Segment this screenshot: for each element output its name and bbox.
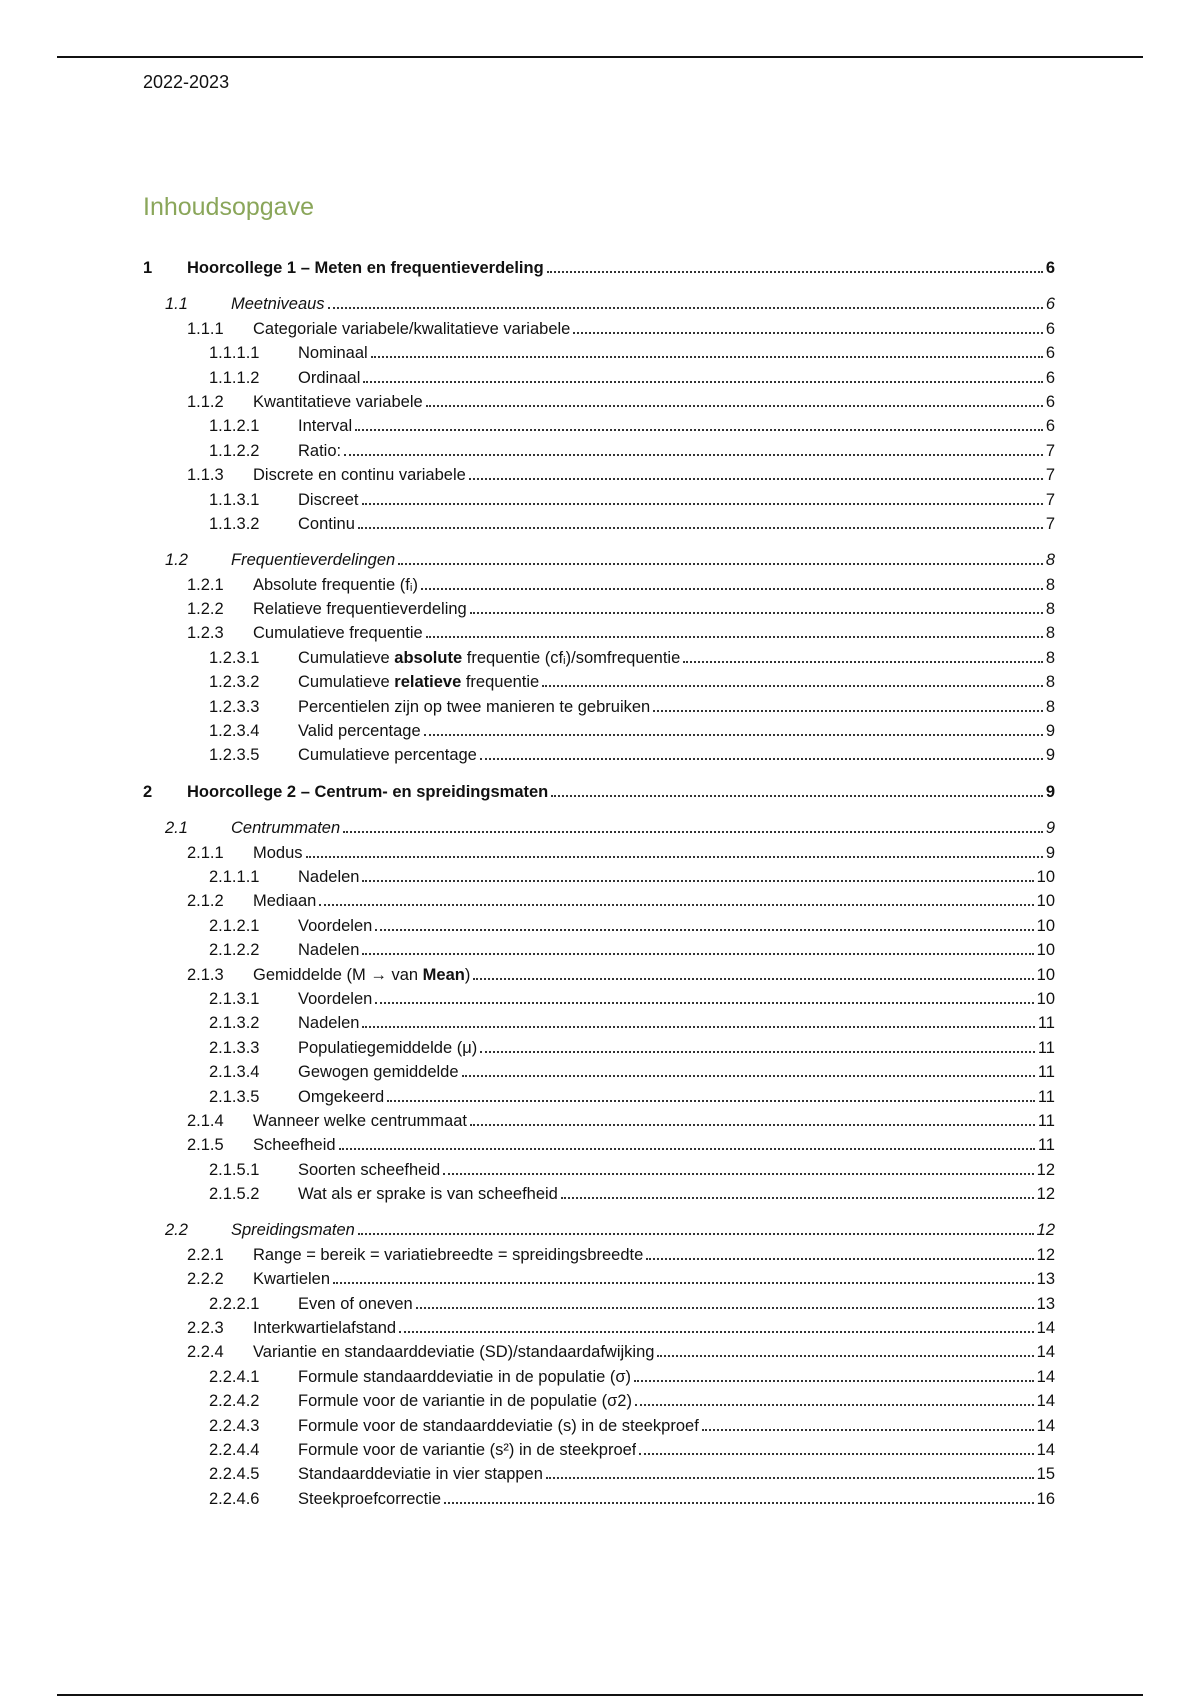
emphasis-text: absolute xyxy=(394,648,463,667)
footer-rule xyxy=(57,1694,1143,1696)
toc-entry-page: 14 xyxy=(1036,1367,1055,1386)
toc-entry-number: 2.2.4.4 xyxy=(209,1440,260,1459)
toc-entry[interactable] xyxy=(143,963,1055,987)
toc-entry-number: 2.1.1.1 xyxy=(209,867,260,886)
toc-entry-number: 1.1.2.2 xyxy=(209,441,260,460)
toc-entry-page: 14 xyxy=(1036,1319,1055,1338)
table-of-contents xyxy=(143,256,1055,1511)
toc-entry[interactable] xyxy=(143,1414,1055,1438)
toc-entry[interactable] xyxy=(143,841,1055,865)
toc-entry-title: Kwantitatieve variabele xyxy=(253,392,423,411)
dot-leader xyxy=(480,1051,1035,1053)
dot-leader xyxy=(683,661,1043,663)
toc-entry-title: Soorten scheefheid xyxy=(298,1160,441,1179)
toc-entry-page: 10 xyxy=(1036,941,1055,960)
toc-entry-page: 14 xyxy=(1036,1343,1055,1362)
toc-entry-number: 1.2.3.1 xyxy=(209,648,260,667)
toc-entry-page: 11 xyxy=(1037,1014,1055,1033)
toc-entry[interactable] xyxy=(143,292,1055,316)
header-rule xyxy=(57,56,1143,58)
dot-leader xyxy=(573,332,1042,334)
dot-leader xyxy=(399,1331,1034,1333)
dot-leader xyxy=(387,1100,1035,1102)
toc-entry-page: 16 xyxy=(1036,1489,1055,1508)
toc-entry-page: 7 xyxy=(1045,514,1055,533)
toc-entry-number: 2.1.1 xyxy=(187,843,224,862)
toc-entry-title: Spreidingsmaten xyxy=(231,1221,355,1240)
toc-entry[interactable] xyxy=(143,1438,1055,1462)
toc-entry[interactable] xyxy=(143,548,1055,572)
toc-entry-number: 2.2.4 xyxy=(187,1343,224,1362)
dot-leader xyxy=(424,734,1043,736)
toc-entry-title: Nadelen xyxy=(298,1014,360,1033)
dot-leader xyxy=(363,381,1042,383)
toc-entry-page: 8 xyxy=(1045,648,1055,667)
toc-entry-title: Interval xyxy=(298,417,353,436)
toc-entry-page: 9 xyxy=(1045,782,1055,801)
toc-entry-page: 9 xyxy=(1045,746,1055,765)
toc-entry-title: Cumulatieve absolute frequentie (cfᵢ)/somfrequentie xyxy=(298,648,681,667)
dot-leader xyxy=(362,503,1043,505)
toc-entry-title: Mediaan xyxy=(253,892,317,911)
toc-entry-title: Modus xyxy=(253,843,303,862)
dot-leader xyxy=(398,563,1043,565)
toc-entry[interactable] xyxy=(143,646,1055,670)
toc-entry[interactable] xyxy=(143,889,1055,913)
toc-entry-title: Absolute frequentie (fᵢ) xyxy=(253,575,418,594)
toc-entry-number: 2.1.3.1 xyxy=(209,989,260,1008)
toc-entry-number: 2.1.2.2 xyxy=(209,941,260,960)
emphasis-text: relatieve xyxy=(394,673,462,692)
toc-entry-page: 6 xyxy=(1045,368,1055,387)
toc-entry-number: 1.1.1.1 xyxy=(209,344,260,363)
toc-entry-title: Steekproefcorrectie xyxy=(298,1489,442,1508)
toc-entry-number: 2.1.2 xyxy=(187,892,224,911)
toc-entry-title: Centrummaten xyxy=(231,819,341,838)
toc-entry-page: 10 xyxy=(1036,965,1055,984)
dot-leader xyxy=(375,929,1033,931)
toc-entry-title: Formule voor de variantie (s²) in de steekproef xyxy=(298,1440,637,1459)
toc-entry-title: Percentielen zijn op twee manieren te gebruiken xyxy=(298,697,651,716)
toc-entry-page: 6 xyxy=(1045,319,1055,338)
toc-entry-page: 13 xyxy=(1036,1270,1055,1289)
toc-entry-number: 2.2.4.3 xyxy=(209,1416,260,1435)
toc-entry-page: 7 xyxy=(1045,466,1055,485)
dot-leader xyxy=(542,685,1043,687)
toc-entry[interactable] xyxy=(143,719,1055,743)
dot-leader xyxy=(426,405,1043,407)
toc-entry[interactable] xyxy=(143,573,1055,597)
dot-leader xyxy=(702,1429,1034,1431)
toc-entry-page: 15 xyxy=(1036,1465,1055,1484)
toc-entry-number: 2.1.3.3 xyxy=(209,1038,260,1057)
toc-entry-number: 2.1.3.2 xyxy=(209,1014,260,1033)
toc-entry-title: Ratio: xyxy=(298,441,342,460)
header-year: 2022-2023 xyxy=(143,72,230,92)
toc-entry-number: 1.2.3.5 xyxy=(209,746,260,765)
toc-entry-number: 2.1 xyxy=(165,819,188,838)
dot-leader xyxy=(561,1197,1034,1199)
toc-entry[interactable] xyxy=(143,914,1055,938)
dot-leader xyxy=(634,1380,1034,1382)
toc-entry-page: 9 xyxy=(1045,722,1055,741)
toc-entry[interactable] xyxy=(143,1109,1055,1133)
toc-entry-number: 2.2.4.2 xyxy=(209,1392,260,1411)
toc-entry-number: 2.2 xyxy=(165,1221,188,1240)
toc-entry-title: Frequentieverdelingen xyxy=(231,551,396,570)
dot-leader xyxy=(547,271,1043,273)
dot-leader xyxy=(473,978,1033,980)
toc-entry-title: Cumulatieve percentage xyxy=(298,746,477,765)
toc-entry-page: 8 xyxy=(1045,551,1055,570)
toc-entry-title: Voordelen xyxy=(298,916,373,935)
dot-leader xyxy=(470,1124,1035,1126)
toc-entry[interactable] xyxy=(143,743,1055,767)
dot-leader xyxy=(339,1148,1035,1150)
toc-entry-page: 6 xyxy=(1045,259,1055,277)
toc-entry[interactable] xyxy=(143,439,1055,463)
toc-entry[interactable] xyxy=(143,597,1055,621)
toc-entry-number: 2.2.2.1 xyxy=(209,1294,260,1313)
toc-entry-title: Voordelen xyxy=(298,989,373,1008)
dot-leader xyxy=(362,1026,1034,1028)
toc-entry[interactable] xyxy=(143,1085,1055,1109)
toc-entry-page: 8 xyxy=(1045,697,1055,716)
toc-entry-page: 13 xyxy=(1036,1294,1055,1313)
dot-leader xyxy=(362,880,1033,882)
toc-entry[interactable] xyxy=(143,1340,1055,1364)
toc-entry-title: Wanneer welke centrummaat xyxy=(253,1111,467,1130)
toc-entry[interactable] xyxy=(143,256,1055,280)
dot-leader xyxy=(421,588,1043,590)
toc-entry[interactable] xyxy=(143,366,1055,390)
toc-entry-page: 6 xyxy=(1045,417,1055,436)
dot-leader xyxy=(371,356,1043,358)
toc-entry-page: 12 xyxy=(1036,1160,1055,1179)
toc-entry-number: 2.2.2 xyxy=(187,1270,224,1289)
toc-entry-number: 2.2.1 xyxy=(187,1245,224,1264)
toc-entry-page: 11 xyxy=(1037,1087,1055,1106)
toc-entry[interactable] xyxy=(143,1011,1055,1035)
dot-leader xyxy=(546,1477,1034,1479)
dot-leader xyxy=(657,1355,1033,1357)
dot-leader xyxy=(306,856,1043,858)
toc-entry-number: 2.1.4 xyxy=(187,1111,224,1130)
toc-entry-number: 1.1.2 xyxy=(187,392,224,411)
toc-entry-page: 8 xyxy=(1045,600,1055,619)
dot-leader xyxy=(355,429,1043,431)
toc-entry-title: Cumulatieve frequentie xyxy=(253,624,423,643)
toc-entry-page: 7 xyxy=(1045,490,1055,509)
toc-entry[interactable] xyxy=(143,1158,1055,1182)
toc-entry[interactable] xyxy=(143,1487,1055,1511)
dot-leader xyxy=(362,953,1033,955)
dot-leader xyxy=(328,307,1043,309)
toc-entry-title: Interkwartielafstand xyxy=(253,1319,397,1338)
toc-entry-title: Nadelen xyxy=(298,867,360,886)
dot-leader xyxy=(344,454,1043,456)
dot-leader xyxy=(462,1075,1035,1077)
dot-leader xyxy=(358,527,1043,529)
toc-entry-number: 1.2.2 xyxy=(187,600,224,619)
toc-entry-title: Formule voor de standaarddeviatie (s) in de steekproef xyxy=(298,1416,699,1435)
toc-entry-title: Valid percentage xyxy=(298,722,421,741)
toc-entry[interactable] xyxy=(143,670,1055,694)
dot-leader xyxy=(653,710,1043,712)
toc-entry[interactable] xyxy=(143,1060,1055,1084)
toc-entry-title: Formule standaarddeviatie in de populatie (σ) xyxy=(298,1367,632,1386)
toc-entry-page: 6 xyxy=(1045,392,1055,411)
toc-entry[interactable] xyxy=(143,1292,1055,1316)
toc-entry-title: Hoorcollege 1 – Meten en frequentieverdeling xyxy=(187,259,544,277)
dot-leader xyxy=(551,795,1043,797)
toc-entry-page: 11 xyxy=(1037,1111,1055,1130)
toc-entry-page: 12 xyxy=(1036,1245,1055,1264)
dot-leader xyxy=(646,1258,1033,1260)
toc-entry-title: Range = bereik = variatiebreedte = spreidingsbreedte xyxy=(253,1245,644,1264)
dot-leader xyxy=(375,1002,1033,1004)
toc-entry-number: 1.2 xyxy=(165,551,188,570)
toc-entry[interactable] xyxy=(143,865,1055,889)
toc-entry-number: 2.1.5.2 xyxy=(209,1185,260,1204)
toc-entry-page: 10 xyxy=(1036,892,1055,911)
toc-entry[interactable] xyxy=(143,1036,1055,1060)
toc-entry[interactable] xyxy=(143,1267,1055,1291)
toc-entry-page: 8 xyxy=(1045,624,1055,643)
toc-entry[interactable] xyxy=(143,1182,1055,1206)
toc-entry-number: 2.2.3 xyxy=(187,1319,224,1338)
toc-entry-page: 6 xyxy=(1045,344,1055,363)
toc-entry[interactable] xyxy=(143,341,1055,365)
toc-entry-title: Gemiddelde (M → van Mean) xyxy=(253,965,471,984)
toc-entry-page: 14 xyxy=(1036,1392,1055,1411)
toc-entry-number: 2.1.3.5 xyxy=(209,1087,260,1106)
toc-entry[interactable] xyxy=(143,621,1055,645)
toc-entry-number: 1.2.3.4 xyxy=(209,722,260,741)
toc-entry-page: 11 xyxy=(1037,1038,1055,1057)
toc-entry-title: Hoorcollege 2 – Centrum- en spreidingsmaten xyxy=(187,782,549,801)
toc-entry[interactable] xyxy=(143,414,1055,438)
toc-entry[interactable] xyxy=(143,1389,1055,1413)
toc-entry-number: 1.1.1.2 xyxy=(209,368,260,387)
toc-title: Inhoudsopgave xyxy=(143,193,314,221)
toc-entry-page: 14 xyxy=(1036,1416,1055,1435)
toc-entry-page: 6 xyxy=(1045,295,1055,314)
toc-entry-title: Nadelen xyxy=(298,941,360,960)
emphasis-text: Mean xyxy=(422,965,465,984)
toc-entry[interactable] xyxy=(143,695,1055,719)
dot-leader xyxy=(416,1307,1034,1309)
toc-entry-number: 1.1.3.1 xyxy=(209,490,260,509)
toc-entry-page: 10 xyxy=(1036,867,1055,886)
toc-entry-title: Categoriale variabele/kwalitatieve variabele xyxy=(253,319,571,338)
toc-entry-page: 8 xyxy=(1045,673,1055,692)
toc-entry-title: Meetniveaus xyxy=(231,295,325,314)
dot-leader xyxy=(343,831,1043,833)
toc-entry-number: 2 xyxy=(143,782,153,801)
toc-entry-title: Variantie en standaarddeviatie (SD)/standaardafwijking xyxy=(253,1343,655,1362)
toc-entry[interactable] xyxy=(143,938,1055,962)
toc-entry-title: Kwartielen xyxy=(253,1270,331,1289)
toc-entry-number: 1.1 xyxy=(165,295,188,314)
toc-entry[interactable] xyxy=(143,1218,1055,1242)
toc-entry-number: 2.2.4.1 xyxy=(209,1367,260,1386)
dot-leader xyxy=(358,1233,1034,1235)
toc-entry-title: Ordinaal xyxy=(298,368,361,387)
toc-entry-number: 1.2.1 xyxy=(187,575,224,594)
toc-entry[interactable] xyxy=(143,816,1055,840)
toc-entry-title: Standaarddeviatie in vier stappen xyxy=(298,1465,543,1484)
toc-entry[interactable] xyxy=(143,780,1055,804)
dot-leader xyxy=(639,1453,1033,1455)
toc-entry[interactable] xyxy=(143,488,1055,512)
toc-entry-number: 1.1.2.1 xyxy=(209,417,260,436)
toc-entry[interactable] xyxy=(143,317,1055,341)
toc-entry-page: 14 xyxy=(1036,1440,1055,1459)
toc-entry-number: 1.2.3.3 xyxy=(209,697,260,716)
toc-entry-number: 2.1.5.1 xyxy=(209,1160,260,1179)
toc-entry-number: 1.1.1 xyxy=(187,319,224,338)
dot-leader xyxy=(470,612,1043,614)
toc-entry[interactable] xyxy=(143,512,1055,536)
dot-leader xyxy=(426,636,1043,638)
toc-entry-number: 1.2.3 xyxy=(187,624,224,643)
toc-entry[interactable] xyxy=(143,390,1055,414)
dot-leader xyxy=(635,1404,1034,1406)
dot-leader xyxy=(443,1173,1033,1175)
dot-leader xyxy=(333,1282,1034,1284)
dot-leader xyxy=(444,1502,1034,1504)
toc-entry-title: Gewogen gemiddelde xyxy=(298,1063,459,1082)
toc-entry-number: 2.2.4.6 xyxy=(209,1489,260,1508)
toc-entry-title: Relatieve frequentieverdeling xyxy=(253,600,467,619)
toc-entry-title: Even of oneven xyxy=(298,1294,413,1313)
toc-entry-number: 2.1.3 xyxy=(187,965,224,984)
toc-entry-title: Nominaal xyxy=(298,344,368,363)
dot-leader xyxy=(469,478,1043,480)
toc-entry-number: 2.1.5 xyxy=(187,1136,224,1155)
toc-entry-title: Continu xyxy=(298,514,355,533)
toc-entry-number: 1.2.3.2 xyxy=(209,673,260,692)
toc-entry-page: 12 xyxy=(1036,1221,1055,1240)
toc-entry-page: 9 xyxy=(1045,843,1055,862)
toc-entry-title: Cumulatieve relatieve frequentie xyxy=(298,673,540,692)
toc-entry-title: Omgekeerd xyxy=(298,1087,385,1106)
toc-entry-title: Discrete en continu variabele xyxy=(253,466,466,485)
toc-entry[interactable] xyxy=(143,1316,1055,1340)
toc-entry-number: 1.1.3 xyxy=(187,466,224,485)
toc-entry-page: 10 xyxy=(1036,989,1055,1008)
toc-entry[interactable] xyxy=(143,463,1055,487)
toc-entry-number: 2.2.4.5 xyxy=(209,1465,260,1484)
toc-entry-title: Wat als er sprake is van scheefheid xyxy=(298,1185,558,1204)
toc-entry-number: 1 xyxy=(143,259,153,277)
toc-entry-page: 11 xyxy=(1037,1063,1055,1082)
toc-entry-number: 1.1.3.2 xyxy=(209,514,260,533)
toc-entry-title: Discreet xyxy=(298,490,359,509)
toc-entry[interactable] xyxy=(143,1133,1055,1157)
toc-entry-page: 10 xyxy=(1036,916,1055,935)
toc-entry-title: Scheefheid xyxy=(253,1136,336,1155)
toc-entry-page: 8 xyxy=(1045,575,1055,594)
toc-entry[interactable] xyxy=(143,987,1055,1011)
toc-entry[interactable] xyxy=(143,1462,1055,1486)
toc-entry-title: Populatiegemiddelde (μ) xyxy=(298,1038,478,1057)
toc-entry[interactable] xyxy=(143,1243,1055,1267)
toc-entry-page: 7 xyxy=(1045,441,1055,460)
toc-entry-title: Formule voor de variantie in de populatie (σ2) xyxy=(298,1392,632,1411)
dot-leader xyxy=(480,758,1043,760)
toc-entry[interactable] xyxy=(143,1365,1055,1389)
toc-entry-number: 2.1.2.1 xyxy=(209,916,260,935)
dot-leader xyxy=(319,904,1033,906)
toc-entry-number: 2.1.3.4 xyxy=(209,1063,260,1082)
toc-entry-page: 11 xyxy=(1037,1136,1055,1155)
toc-entry-page: 12 xyxy=(1036,1185,1055,1204)
toc-entry-page: 9 xyxy=(1045,819,1055,838)
